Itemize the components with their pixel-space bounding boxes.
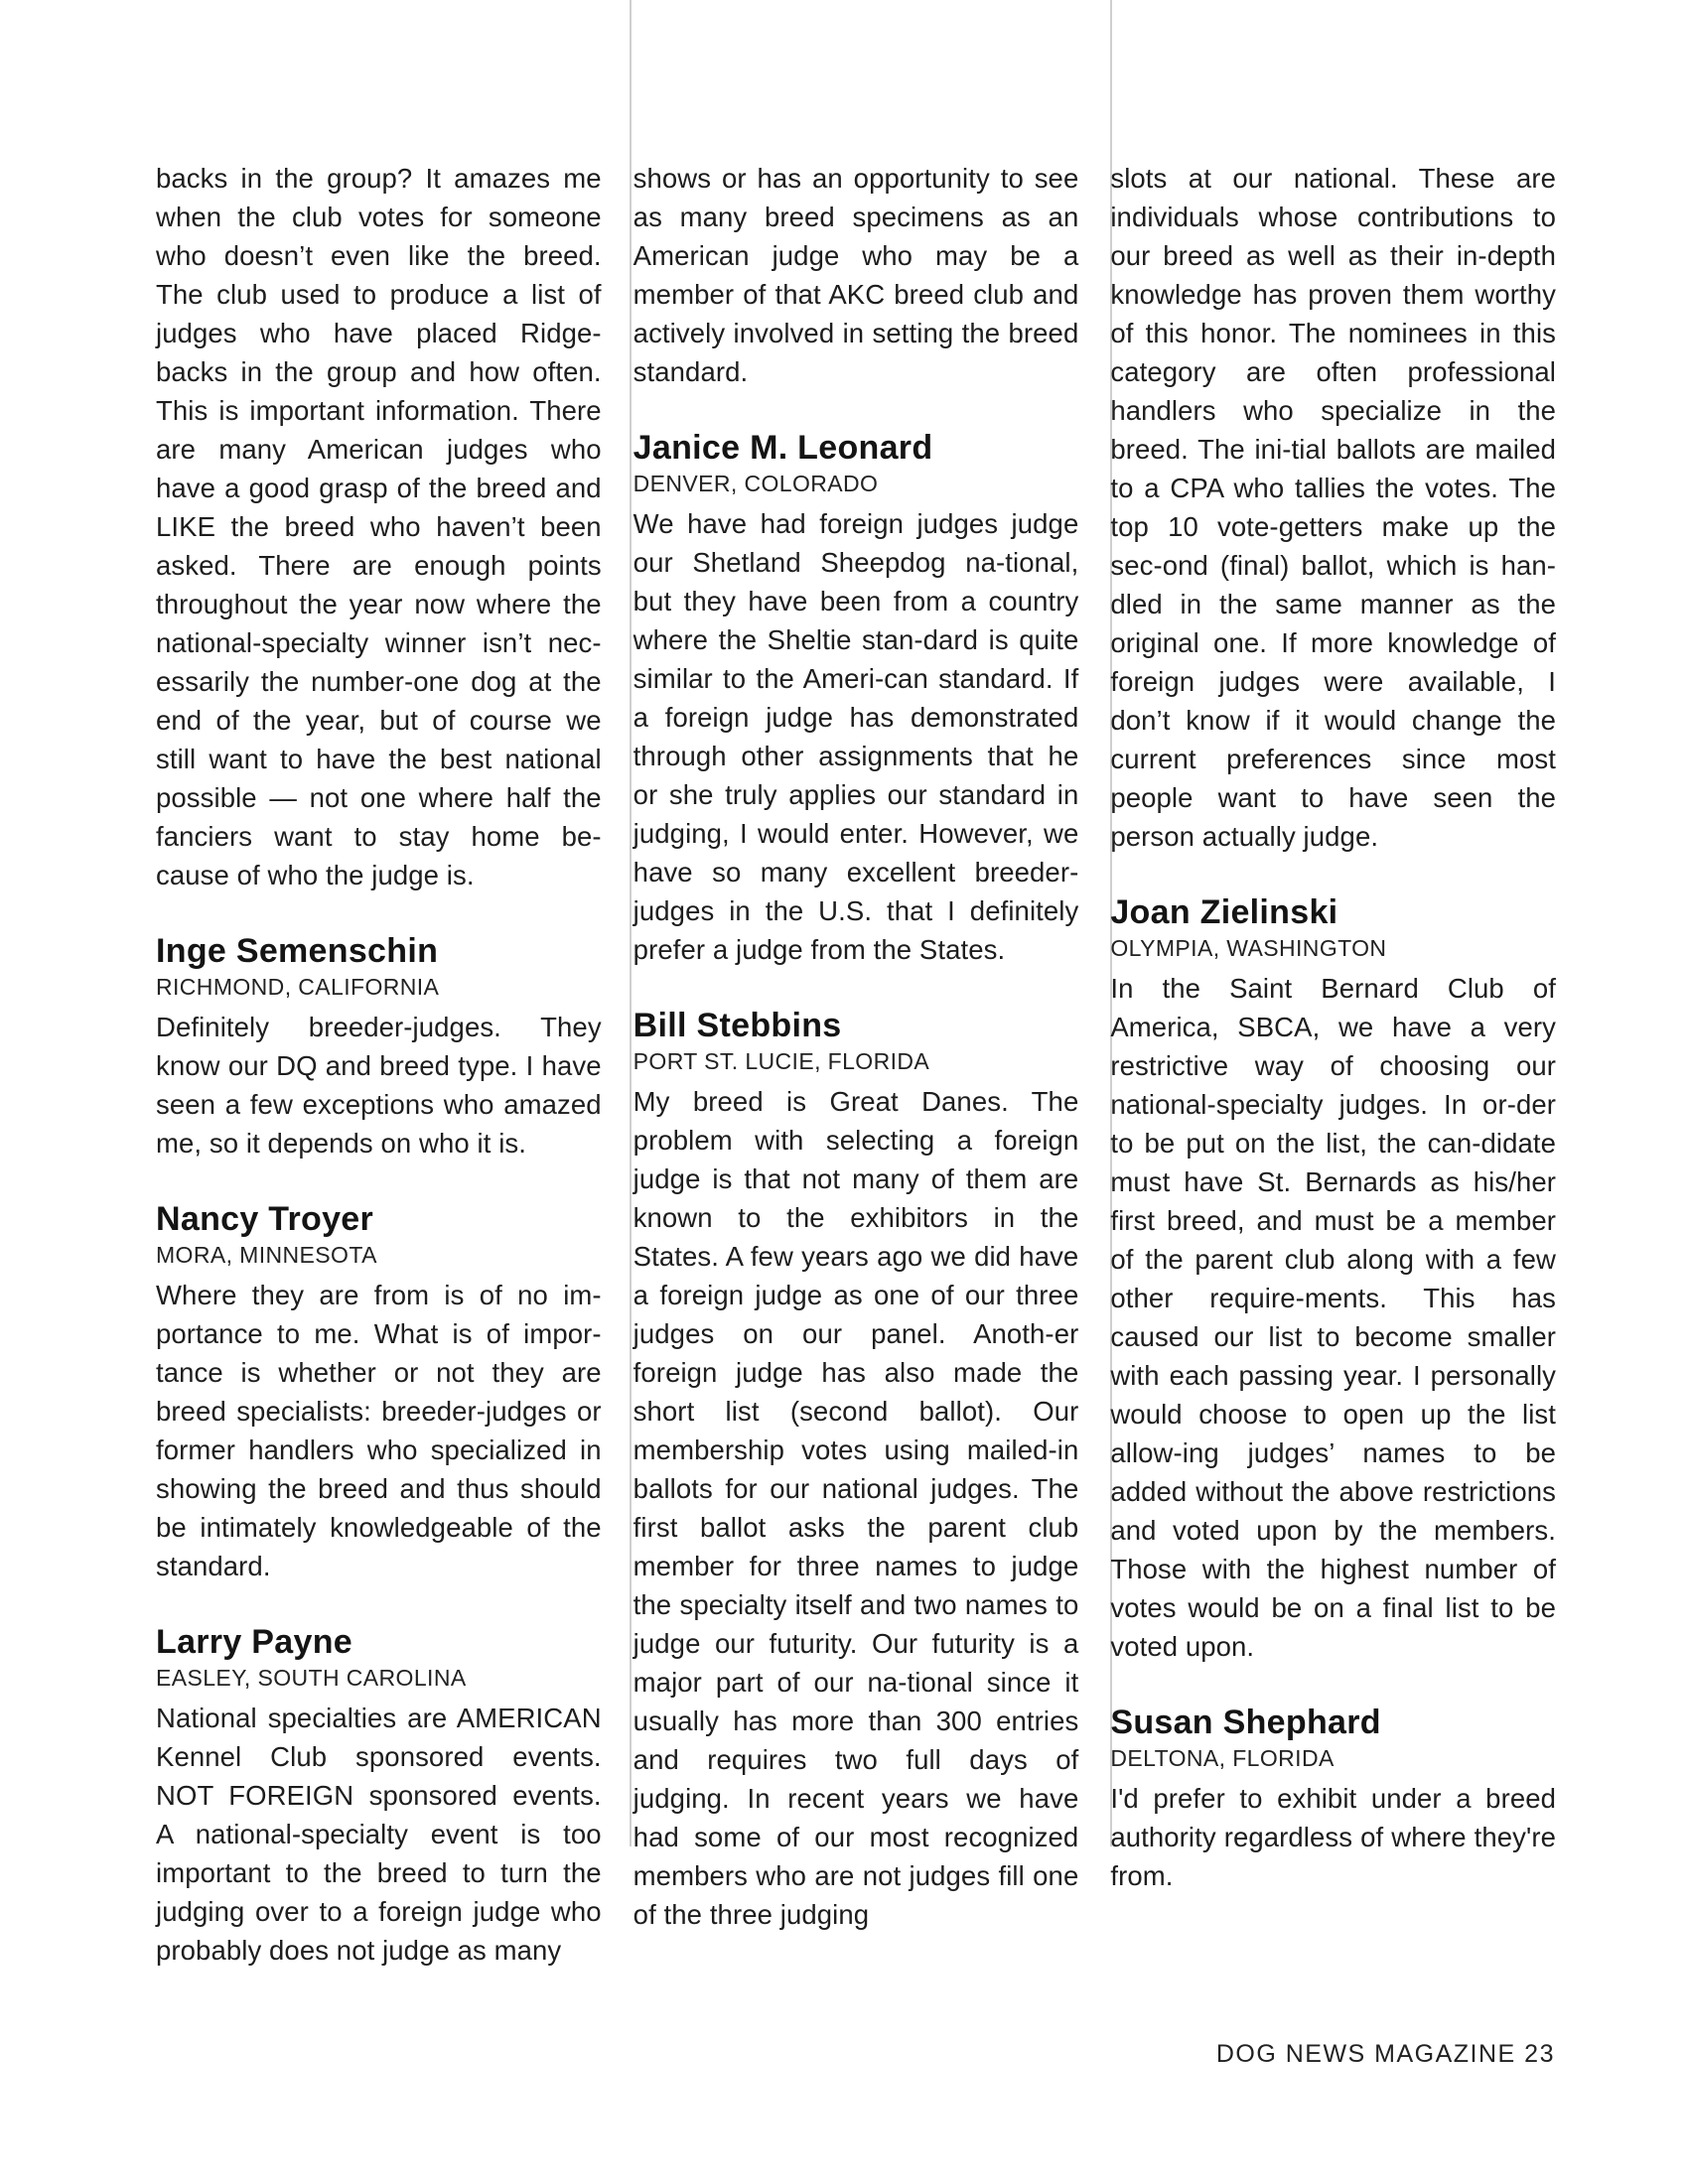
- respondent-entry: [633, 427, 1079, 969]
- respondent-entry: [1110, 1702, 1556, 1895]
- column-1-intro-text: backs in the group? It amazes me when the club votes for someone who doesn’t even like the breed. The club used to produce a list of judges who have placed Ridge-backs in the group and how often. This is important information. There are many American judges who have a good grasp of the breed and LIKE the breed who haven’t been asked. There are enough points throughout the year now where the national-specialty winner isn’t nec-essarily the number-one dog at the end of the year, but of course we still want to have the best national possible — not one where half the fanciers want to stay home be-cause of who the judge is.: [156, 163, 602, 890]
- respondent-answer: I'd prefer to exhibit under a breed authority regardless of where they're from.: [1110, 1783, 1557, 1891]
- respondent-entry: [156, 930, 602, 1162]
- respondent-location: DENVER, COLORADO: [633, 471, 879, 496]
- respondent-answer: National specialties are AMERICAN Kennel Club sponsored events. NOT FOREIGN sponsored events. A national-specialty event is too important to the breed to turn the judging over to a foreign judge who probably does not judge as many: [156, 1703, 602, 1966]
- respondent-name: Janice M. Leonard: [633, 429, 933, 467]
- respondent-answer: In the Saint Bernard Club of America, SBCA, we have a very restrictive way of choosing our national-specialty judges. In or-der to be put on the list, the can-didate must have St. Bernards as his/her first breed, and must be a member of the parent club along with a few other require-ments. This has caused our list to become smaller with each passing year. I personally would choose to open up the list allow-ing judges’ names to be added without the above restrictions and voted upon by the members. Those with the highest number of votes would be on a final list to be voted upon.: [1110, 973, 1557, 1662]
- respondent-entry: [633, 1005, 1079, 1934]
- respondent-location: MORA, MINNESOTA: [156, 1242, 377, 1268]
- respondent-entry: [156, 1198, 602, 1585]
- respondent-entry: [156, 1621, 602, 1970]
- column-3: [1110, 159, 1556, 2005]
- respondent-location: OLYMPIA, WASHINGTON: [1110, 935, 1387, 961]
- respondent-answer: Definitely breeder-judges. They know our DQ and breed type. I have seen a few exceptions who amazed me, so it depends on who it is.: [156, 1012, 602, 1159]
- respondent-name: Bill Stebbins: [633, 1007, 842, 1044]
- respondent-location: RICHMOND, CALIFORNIA: [156, 974, 440, 1000]
- respondent-name: Larry Payne: [156, 1623, 352, 1661]
- column-3-intro-text: slots at our national. These are individuals whose contributions to our breed as well as their in-depth knowledge has proven them worthy of this honor. The nominees in this category are often professional handlers who specialize in the breed. The ini-tial ballots are mailed to a CPA who tallies the votes. The top 10 vote-getters make up the sec-ond (final) ballot, which is han-dled in the same manner as the original one. If more knowledge of foreign judges were available, I don’t know if it would change the current preferences since most people want to have seen the person actually judge.: [1110, 163, 1557, 852]
- respondent-name: Joan Zielinski: [1110, 893, 1338, 931]
- respondent-location: EASLEY, SOUTH CAROLINA: [156, 1665, 467, 1691]
- respondent-name: Nancy Troyer: [156, 1200, 374, 1238]
- column-2-intro-text: shows or has an opportunity to see as many breed specimens as an American judge who may be a member of that AKC breed club and actively involved in setting the breed standard.: [633, 163, 1079, 387]
- article-page: [156, 159, 1556, 2005]
- respondent-name: Inge Semenschin: [156, 932, 439, 970]
- column-1: [156, 159, 602, 2005]
- respondent-answer: We have had foreign judges judge our Shetland Sheepdog na-tional, but they have been from a country where the Sheltie stan-dard is quite similar to the Ameri-can standard. If a foreign judge has demonstrated through other assignments that he or she truly applies our standard in judging, I would enter. However, we have so many excellent breeder-judges in the U.S. that I definitely prefer a judge from the States.: [633, 508, 1079, 965]
- column-2: [633, 159, 1079, 2005]
- respondent-answer: Where they are from is of no im-portance to me. What is of impor-tance is whether or not they are breed specialists: breeder-judges or former handlers who specialized in showing the breed and thus should be intimately knowledgeable of the standard.: [156, 1280, 602, 1581]
- respondent-answer: My breed is Great Danes. The problem with selecting a foreign judge is that not many of them are known to the exhibitors in the States. A few years ago we did have a foreign judge as one of our three judges on our panel. Anoth-er foreign judge has also made the short list (second ballot). Our membership votes using mailed-in ballots for our national judges. The first ballot asks the parent club member for three names to judge the specialty itself and two names to judge our futurity. Our futurity is a major part of our na-tional since it usually has more than 300 entries and requires two full days of judging. In recent years we have had some of our most recognized members who are not judges fill one of the three judging: [633, 1086, 1079, 1930]
- respondent-entry: [1110, 891, 1556, 1666]
- page-footer: DOG NEWS MAGAZINE 23: [1215, 2040, 1555, 2068]
- respondent-location: DELTONA, FLORIDA: [1110, 1745, 1335, 1771]
- respondent-location: PORT ST. LUCIE, FLORIDA: [633, 1048, 930, 1074]
- respondent-name: Susan Shephard: [1110, 1704, 1381, 1741]
